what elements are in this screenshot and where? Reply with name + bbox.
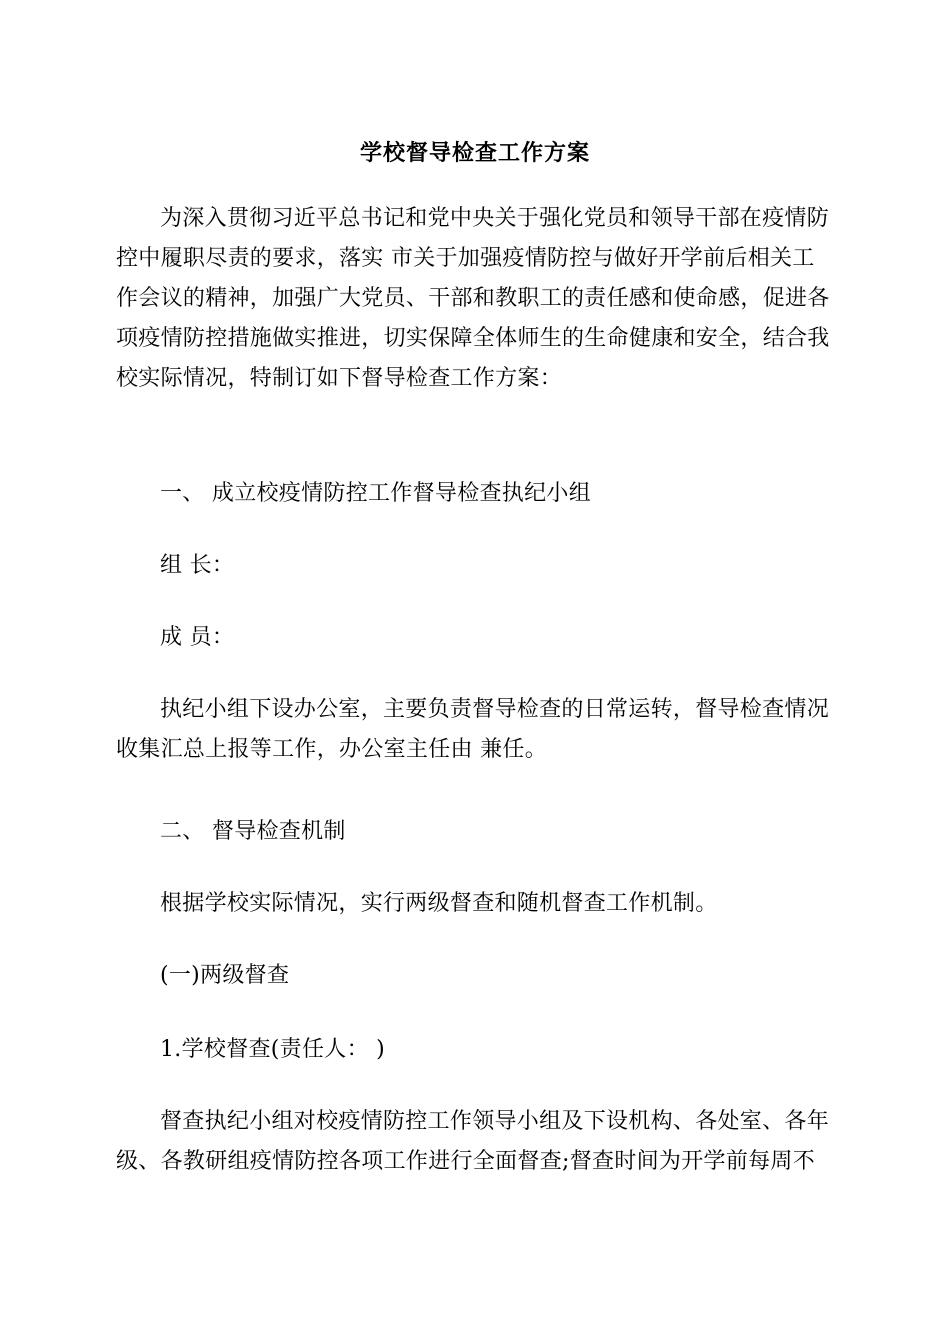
supervision-line: 督查执纪小组对校疫情防控工作领导小组及下设机构、各处室、各年 bbox=[160, 1109, 830, 1134]
section1-heading: 一、 成立校疫情防控工作督导检查执纪小组 bbox=[160, 481, 591, 506]
intro-line: 控中履职尽责的要求，落实 市关于加强疫情防控与做好开学前后相关工 bbox=[116, 246, 815, 271]
office-line: 收集汇总上报等工作，办公室主任由 兼任。 bbox=[116, 737, 547, 762]
subsection1-heading: (一)两级督查 bbox=[160, 963, 290, 988]
intro-paragraph bbox=[116, 199, 834, 399]
supervision-line: 级、各教研组疫情防控各项工作进行全面督查;督查时间为开学前每周不 bbox=[116, 1149, 816, 1174]
item1-heading: 1.学校督查(责任人： ) bbox=[160, 1037, 386, 1062]
intro-line: 项疫情防控措施做实推进，切实保障全体师生的生命健康和安全，结合我 bbox=[116, 326, 830, 351]
mechanism-text: 根据学校实际情况，实行两级督查和随机督查工作机制。 bbox=[160, 891, 718, 916]
section2-heading: 二、 督导检查机制 bbox=[160, 819, 346, 844]
office-line: 执纪小组下设办公室，主要负责督导检查的日常运转，督导检查情况 bbox=[160, 697, 830, 722]
supervision-paragraph bbox=[116, 1102, 834, 1182]
group-leader-label: 组 长： bbox=[160, 553, 235, 578]
office-paragraph bbox=[116, 690, 834, 770]
intro-line: 作会议的精神，加强广大党员、干部和教职工的责任感和使命感，促进各 bbox=[116, 286, 830, 311]
document-title: 学校督导检查工作方案 bbox=[359, 140, 590, 166]
intro-line: 为深入贯彻习近平总书记和党中央关于强化党员和领导干部在疫情防 bbox=[160, 206, 830, 231]
intro-line: 校实际情况，特制订如下督导检查工作方案： bbox=[116, 366, 563, 391]
members-label: 成 员： bbox=[160, 625, 235, 650]
